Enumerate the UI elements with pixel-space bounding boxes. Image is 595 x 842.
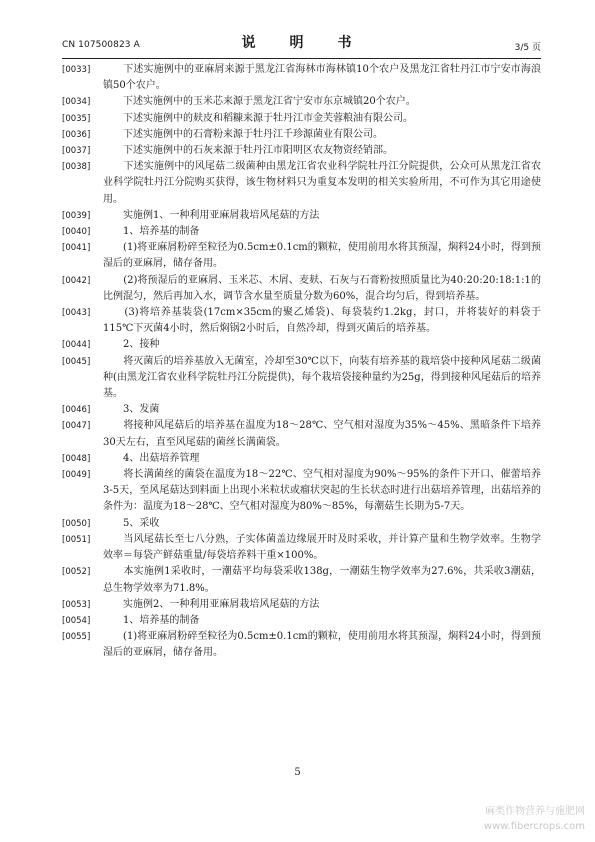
- paragraph-text: 3、发菌: [103, 404, 160, 416]
- paragraph-number: [0052]: [62, 567, 91, 578]
- paragraph-number: [0035]: [62, 113, 91, 124]
- paragraph-number: [0040]: [62, 227, 91, 238]
- paragraph: [62, 208, 541, 224]
- paragraph-text: 4、出菇培养管理: [103, 452, 200, 464]
- paragraph-text: 1、培养基的制备: [103, 226, 200, 238]
- paragraph: [62, 127, 541, 143]
- document-title: 说 明 书: [241, 35, 362, 51]
- paragraph: [62, 159, 541, 208]
- paragraph: [62, 62, 541, 94]
- paragraph: [62, 273, 541, 305]
- paragraph-text: 将灭菌后的培养基放入无菌室，冷却至30℃以下，向装有培养基的栽培袋中接种风尾菇二级菌种(由黑龙江省农业科学院牡丹江分院提供)，每个栽培袋接种量约为25g，得到接种风尾菇后的培养基。: [103, 355, 541, 400]
- paragraph: [62, 143, 541, 159]
- paragraph: [62, 564, 541, 596]
- paragraph-text: 下述实施例中的麸皮和稻糠来源于牡丹江市金芙蓉粮油有限公司。: [103, 112, 413, 124]
- page-header: [62, 30, 541, 56]
- paragraph-number: [0043]: [62, 308, 91, 319]
- paragraph-number: [0034]: [62, 97, 91, 108]
- paragraph-text: 1、培养基的制备: [103, 614, 200, 626]
- paragraph-text: 下述实施例中的玉米芯来源于黑龙江省宁安市东京城镇20个农户。: [103, 96, 416, 108]
- paragraph-text: 下述实施例中的亚麻屑来源于黑龙江省海林市海林镇10个农户及黑龙江省牡丹江市宁安市海浪镇50个农户。: [103, 64, 541, 92]
- paragraph-text: 实施例1、一种利用亚麻屑栽培风尾菇的方法: [103, 209, 320, 221]
- paragraph-text: (2)将预湿后的亚麻屑、玉米芯、木屑、麦麸、石灰与石膏粉按照质量比为40:20:20:18:1:1的比例混匀，然后再加入水，调节含水量至质量分数为60%，混合均匀后，得到培养基。: [103, 274, 541, 302]
- paragraph: [62, 240, 541, 272]
- paragraph-number: [0045]: [62, 356, 91, 367]
- paragraph-number: [0047]: [62, 421, 91, 432]
- watermark-site-name: 麻类作物营养与施肥网: [485, 806, 585, 817]
- paragraph: [62, 418, 541, 450]
- paragraph: [62, 94, 541, 110]
- paragraph-text: 当风尾菇长至七八分熟，子实体菌盖边缘展开时及时采收，并计算产量和生物学效率。生物学效率＝每袋产鲜菇重量/每袋培养料干重×100%。: [103, 533, 541, 562]
- paragraph: [62, 354, 541, 403]
- paragraph: [62, 305, 541, 337]
- paragraph-text: 本实施例1采收时，一潮菇平均每袋采收138g，一潮菇生物学效率为27.6%，共采收3潮菇，总生物学效率为71.8%。: [103, 566, 541, 594]
- paragraph-text: 2、接种: [103, 339, 160, 351]
- paragraph-text: 5、采收: [103, 517, 160, 529]
- paragraph: [62, 516, 541, 532]
- paragraph-number: [0054]: [62, 615, 91, 626]
- paragraph-text: (1)将亚麻屑粉碎至粒径为0.5cm±0.1cm的颗粒，使用前用水将其预湿，焖料24小时，得到预湿后的亚麻屑，储存备用。: [103, 242, 541, 270]
- page-indicator: 3/5 页: [514, 43, 541, 53]
- patent-number: CN 107500823 A: [62, 40, 140, 50]
- paragraph-number: [0048]: [62, 453, 91, 464]
- paragraph-text: (3)将培养基装袋(17cm×35cm的聚乙烯袋)、每袋装约1.2kg，封口，并将装好的料袋于115℃下灭菌4小时，然后焖锅2小时后，自然冷却，得到灭菌后的培养基。: [103, 307, 541, 335]
- paragraph-number: [0055]: [62, 632, 91, 643]
- paragraph-number: [0041]: [62, 243, 91, 254]
- paragraph-number: [0039]: [62, 210, 91, 221]
- page-number: 5: [294, 767, 301, 778]
- paragraph-text: 将接种风尾菇后的培养基在温度为18～28℃、空气相对湿度为35%～45%、黑暗条件下培养30天左右，直至风尾菇的菌丝长满菌袋。: [103, 420, 541, 448]
- paragraph-number: [0049]: [62, 470, 91, 481]
- paragraph: [62, 111, 541, 127]
- paragraph: [62, 532, 541, 564]
- paragraph: [62, 402, 541, 418]
- description-body: [62, 62, 541, 662]
- paragraph-text: 下述实施例中的石灰来源于牡丹江市阳明区农友物资经销部。: [103, 145, 393, 157]
- paragraph-number: [0051]: [62, 534, 91, 545]
- watermark: [484, 804, 585, 834]
- paragraph-number: [0033]: [62, 65, 91, 75]
- paragraph-text: (1)将亚麻屑粉碎至粒径为0.5cm±0.1cm的颗粒，使用前用水将其预湿，焖料24小时，得到预湿后的亚麻屑，储存备用。: [103, 631, 541, 659]
- paragraph-number: [0042]: [62, 275, 91, 286]
- paragraph-text: 将长满菌丝的菌袋在温度为18～22℃、空气相对湿度为90%～95%的条件下开口、催蕾培养3-5天，至风尾菇达到料面上出现小米粒状或瘤状突起的生长状态时进行出菇培养管理，出菇培养的条件为：温度为18～28℃、空气相对湿度为80%～85%，每潮菇生长期为5-7天。: [103, 469, 541, 513]
- paragraph: [62, 467, 541, 516]
- paragraph-text: 下述实施例中的石膏粉来源于牡丹江千珍源菌业有限公司。: [103, 128, 383, 140]
- paragraph: [62, 224, 541, 240]
- paragraph-number: [0053]: [62, 599, 91, 610]
- paragraph: [62, 451, 541, 467]
- watermark-url: www.fibercrops.com: [483, 821, 585, 832]
- paragraph-number: [0044]: [62, 340, 91, 351]
- paragraph-number: [0037]: [62, 146, 91, 157]
- paragraph: [62, 597, 541, 613]
- paragraph-text: 下述实施例中的风尾菇二级菌种由黑龙江省农业科学院牡丹江分院提供，公众可从黑龙江省农业科学院牡丹江分院购买获得，该生物材料只为重复本发明的相关实验所用，不可作为其它用途使用。: [103, 161, 541, 205]
- header-rule: [62, 58, 541, 59]
- paragraph-number: [0036]: [62, 129, 91, 140]
- paragraph-number: [0038]: [62, 162, 91, 173]
- paragraph: [62, 613, 541, 629]
- paragraph: [62, 629, 541, 661]
- paragraph-number: [0050]: [62, 518, 91, 529]
- paragraph: [62, 337, 541, 353]
- paragraph-text: 实施例2、一种利用亚麻屑栽培风尾菇的方法: [103, 598, 320, 610]
- paragraph-number: [0046]: [62, 405, 91, 416]
